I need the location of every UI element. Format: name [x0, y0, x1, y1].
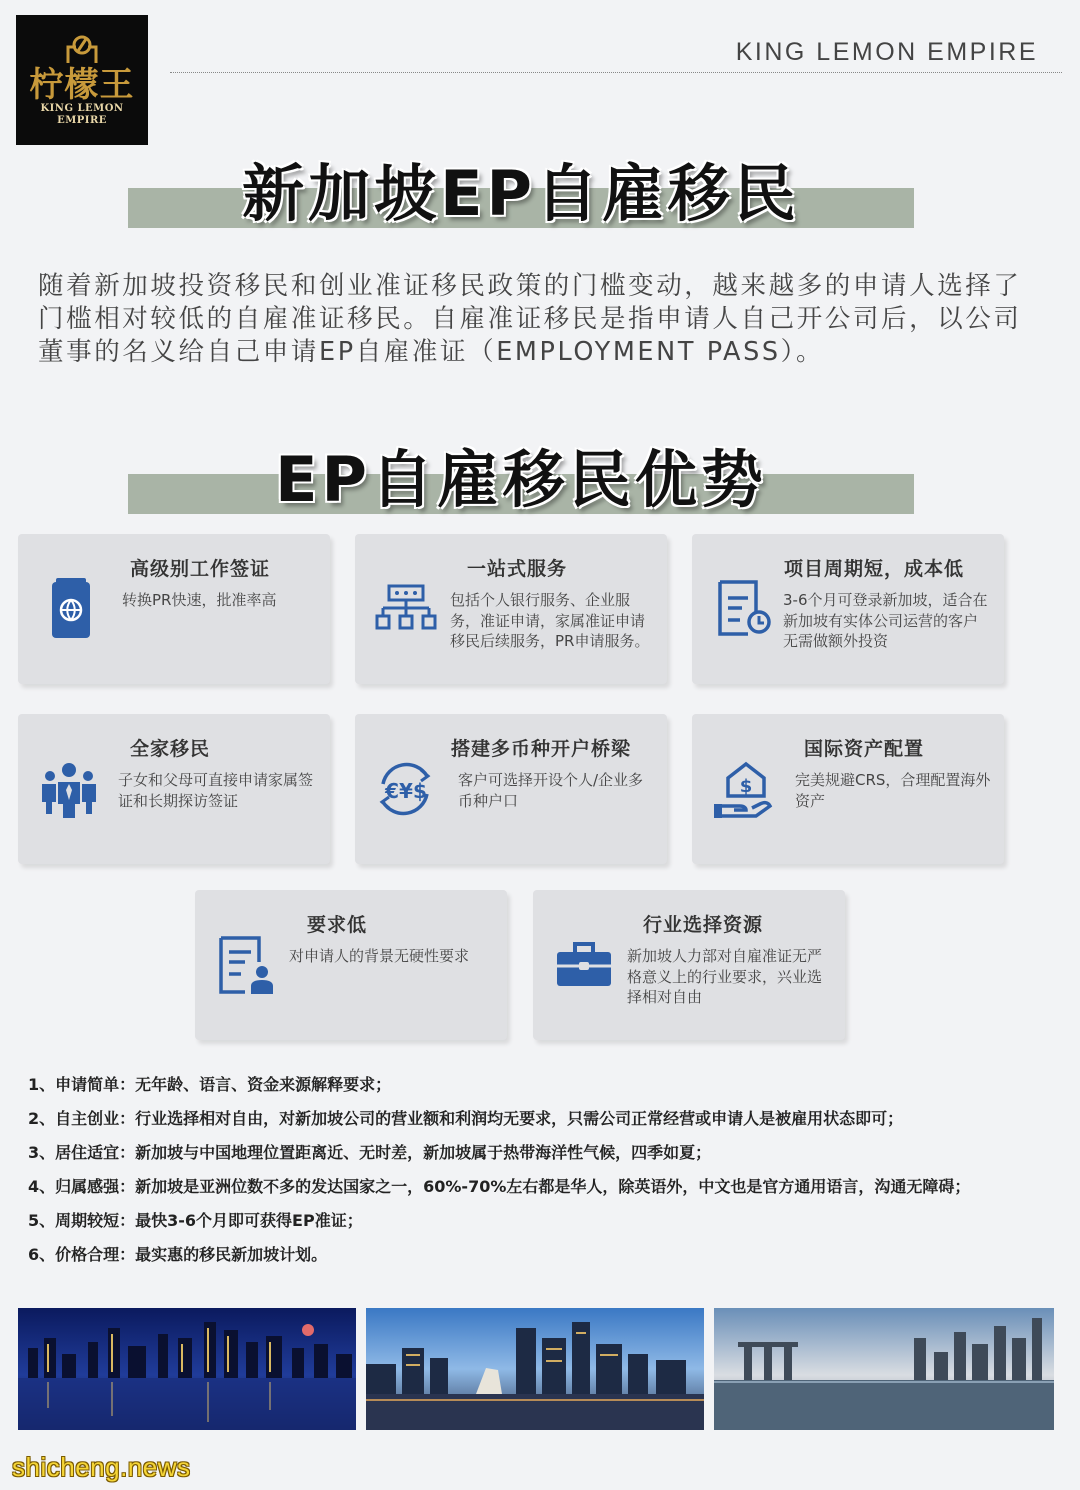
card-one-stop-service: [355, 534, 667, 684]
family-icon: [38, 756, 100, 822]
currency-exchange-icon: [375, 756, 437, 822]
card-title: 高级别工作签证: [130, 558, 271, 580]
list-item: 6、价格合理：最实惠的移民新加坡计划。: [28, 1245, 328, 1264]
resume-icon: [215, 932, 277, 998]
advantages-title-block: [128, 443, 914, 516]
logo-chinese-text: 柠檬王: [29, 65, 135, 105]
card-international-assets: [692, 714, 1004, 864]
logo-english-line2: EMPIRE: [57, 115, 107, 126]
card-title: 搭建多币种开户桥梁: [451, 738, 632, 760]
brand-logo: [16, 15, 148, 145]
list-item: 4、归属感强：新加坡是亚洲位数不多的发达国家之一，60%-70%左右都是华人，除英语外，中文也是官方通用语言，沟通无障碍；: [28, 1177, 971, 1196]
card-low-requirements: [195, 890, 507, 1040]
card-short-cycle-low-cost: [692, 534, 1004, 684]
list-item: 2、自主创业：行业选择相对自由，对新加坡公司的营业额和利润均无要求，只需公司正常经营或申请人是被雇用状态即可；: [28, 1109, 904, 1128]
card-desc: 完美规避CRS，合理配置海外资产: [795, 771, 991, 810]
list-item: 5、周期较短：最快3-6个月即可获得EP准证；: [28, 1211, 363, 1230]
advantages-title: EP自雇移民优势: [275, 443, 767, 516]
marina-bay-sands-photo: [714, 1308, 1054, 1430]
briefcase-icon: [553, 932, 615, 998]
card-desc: 新加坡人力部对自雇准证无严格意义上的行业要求，兴业选择相对自由: [627, 947, 823, 1006]
card-desc: 客户可选择开设个人/企业多币种户口: [458, 771, 644, 810]
list-item: 3、居住适宜：新加坡与中国地理位置距离近、无时差，新加坡属于热带海洋性气候，四季如夏；: [28, 1143, 712, 1162]
intro-paragraph: 随着新加坡投资移民和创业准证移民政策的门槛变动，越来越多的申请人选择了门槛相对较低的自雇准证移民。自雇准证移民是指申请人自己开公司后，以公司董事的名义给自己申请EP自雇准证（EMPLOYMENT PASS）。: [38, 271, 1022, 367]
card-desc: 子女和父母可直接申请家属签证和长期探访签证: [118, 771, 314, 810]
card-title: 要求低: [307, 914, 368, 936]
card-title: 全家移民: [130, 738, 211, 760]
singapore-night-skyline-photo: [18, 1308, 356, 1430]
svg-text:€¥$: €¥$: [385, 779, 427, 803]
header-divider: [170, 72, 1062, 73]
card-title: 一站式服务: [467, 558, 568, 580]
card-family-immigration: [18, 714, 330, 864]
card-desc: 对申请人的背景无硬性要求: [289, 947, 470, 965]
house-money-hand-icon: [712, 756, 774, 822]
card-title: 国际资产配置: [804, 738, 925, 760]
main-title-block: [128, 157, 914, 230]
brand-name: KING LEMON EMPIRE: [735, 38, 1038, 66]
page-title: 新加坡EP自雇移民: [242, 157, 800, 230]
merlion-marina-bay-photo: [366, 1308, 704, 1430]
card-industry-choice: [533, 890, 845, 1040]
card-high-level-visa: [18, 534, 330, 684]
document-clock-icon: [712, 576, 774, 642]
watermark: shicheng.news: [12, 1452, 191, 1482]
advantages-list: [28, 1068, 1068, 1272]
org-chart-icon: [375, 576, 437, 642]
list-item: 1、申请简单：无年龄、语言、资金来源解释要求；: [28, 1075, 392, 1094]
card-desc: 转换PR快速，批准率高: [122, 591, 277, 609]
card-desc: 3-6个月可登录新加坡，适合在新加坡有实体公司运营的客户无需做额外投资: [783, 591, 988, 650]
logo-english-line1: KING LEMON: [40, 103, 124, 114]
passport-icon: [38, 576, 100, 642]
card-multi-currency: [355, 714, 667, 864]
logo-mark-icon: [62, 33, 102, 65]
svg-text:$: $: [739, 776, 753, 797]
card-title: 项目周期短，成本低: [784, 558, 965, 580]
card-title: 行业选择资源: [643, 914, 764, 936]
card-desc: 包括个人银行服务、企业服务，准证申请，家属准证申请移民后续服务，PR申请服务。: [450, 591, 650, 650]
